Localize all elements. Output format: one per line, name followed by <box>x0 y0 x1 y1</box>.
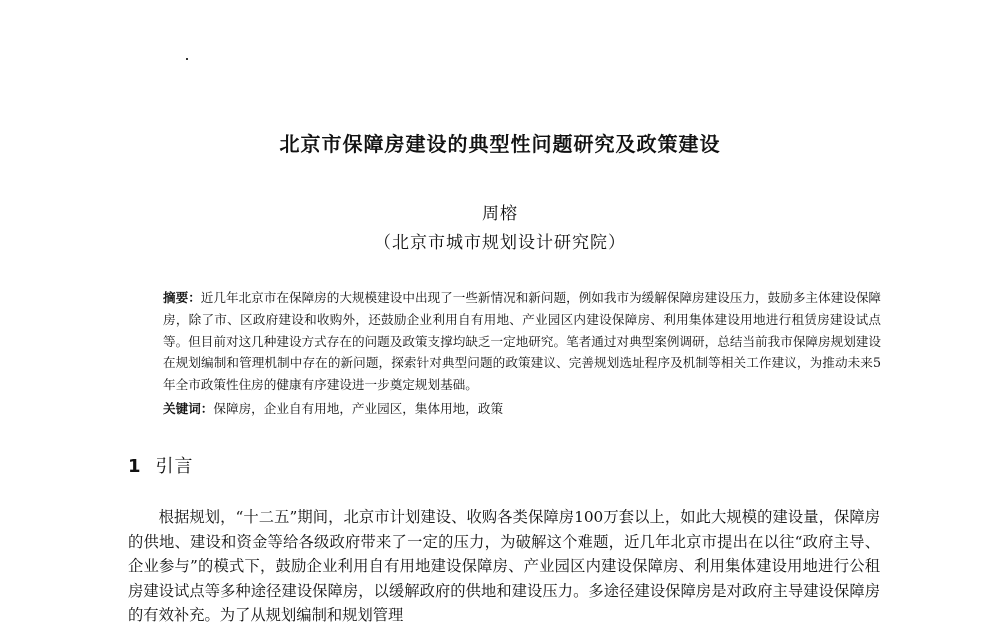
body-paragraph: 根据规划，“十二五”期间，北京市计划建设、收购各类保障房100万套以上，如此大规模的建设量，保障房的供地、建设和资金等给各级政府带来了一定的压力，为破解这个难题，近几年北京市提出在以往“政府主导、企业参与”的模式下，鼓励企业利用自有用地建设保障房、产业园区内建设保障房、利用集体建设用地进行公租房建设试点等多种途径建设保障房，以缓解政府的供地和建设压力。多途径建设保障房是对政府主导建设保障房的有效补充。为了从规划编制和规划管理 <box>128 508 880 625</box>
section-heading <box>128 452 194 478</box>
section-title: 引言 <box>155 456 194 477</box>
section-number: 1 <box>128 456 142 477</box>
keywords-line <box>163 398 881 420</box>
paper-title: 北京市保障房建设的典型性问题研究及政策建设 <box>279 132 721 156</box>
abstract-label: 摘要： <box>163 290 201 305</box>
keywords-label: 关键词： <box>163 401 214 416</box>
abstract-paragraph <box>163 287 881 396</box>
author-affiliation: （北京市城市规划设计研究院） <box>374 233 626 253</box>
keywords-text: 保障房，企业自有用地，产业园区，集体用地，政策 <box>213 401 504 416</box>
scan-speck <box>186 58 188 60</box>
author-name: 周榕 <box>482 204 518 224</box>
abstract-text: 近几年北京市在保障房的大规模建设中出现了一些新情况和新问题，例如我市为缓解保障房建设压力，鼓励多主体建设保障房，除了市、区政府建设和收购外，还鼓励企业利用自有用地、产业园区内建设保障房、利用集体建设用地进行租赁房建设试点等。但目前对这几种建设方式存在的问题及政策支撑均缺乏一定地研究。笔者通过对典型案例调研，总结当前我市保障房规划建设在规划编制和管理机制中存在的新问题，探索针对典型问题的政策建议、完善规划选址程序及机制等相关工作建议，为推动未来5年全市政策性住房的健康有序建设进一步奠定规划基础。 <box>163 290 882 393</box>
